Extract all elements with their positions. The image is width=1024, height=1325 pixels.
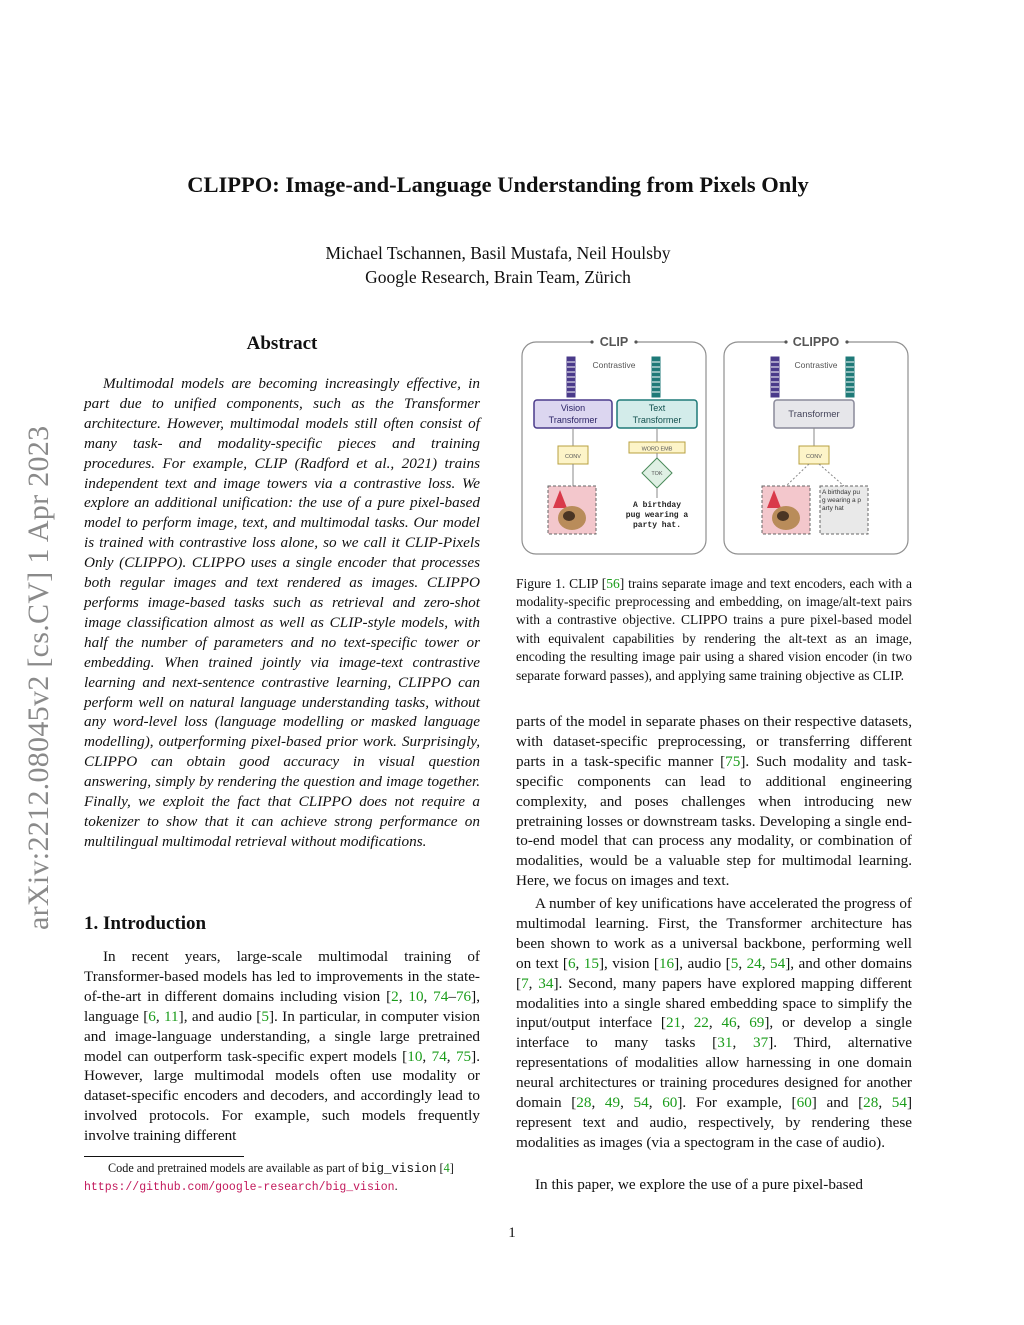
dot-icon [784, 340, 787, 343]
text-transformer-label: Text [648, 403, 666, 413]
alt-text-line: party hat. [632, 521, 682, 530]
citation-link[interactable]: 46 [721, 1014, 737, 1032]
citation-link[interactable]: 16 [658, 954, 675, 972]
citation-link[interactable]: 7 [521, 974, 529, 992]
right-paragraph-3: In this paper, we explore the use of a pure pixel-based [535, 1176, 863, 1193]
alt-text-line: A birthday [632, 501, 682, 510]
clippo-conv-label: CONV [806, 454, 822, 460]
dot-icon [845, 340, 848, 343]
rendered-text-line: g wearing a p [822, 497, 862, 504]
clip-label: CLIP [599, 335, 629, 349]
footnote-repo-name: big_vision [361, 1162, 437, 1176]
citation-link[interactable]: 5 [730, 954, 739, 972]
figure-1-caption: Figure 1. CLIP [56] trains separate image and text encoders, each with a modality-specific preprocessing and embedding, on image/alt-text pairs with a contrastive objective. CLIPPO trains a pure pixel-based model with equivalent capabilities by rendering the alt-text as an image, encoding the resulting image pair using a shared vision encoder (in two separate forward passes), and applying same training objective as CLIP. [516, 575, 912, 683]
paper-title: CLIPPO: Image-and-Language Understanding from Pixels Only [187, 172, 809, 197]
clippo-label: CLIPPO [792, 335, 840, 349]
citation-link[interactable]: 49 [604, 1094, 621, 1112]
citation-link[interactable]: 60 [662, 1094, 678, 1112]
citation-link[interactable]: 5 [261, 1007, 269, 1025]
citation-link[interactable]: 15 [583, 954, 599, 972]
citation-link[interactable]: 28 [576, 1094, 592, 1112]
footnote-url-link[interactable]: https://github.com/google-research/big_vision [84, 1181, 395, 1194]
clippo-image-embedding-icon [771, 357, 779, 397]
citation-link[interactable]: 6 [567, 954, 576, 972]
dot-icon [590, 340, 593, 343]
citation-link[interactable]: 74 [431, 1047, 447, 1065]
word-emb-label: WORD EMB [641, 446, 673, 453]
citation-link[interactable]: 75 [725, 752, 741, 770]
clip-conv-label: CONV [565, 454, 581, 460]
citation-link[interactable]: 34 [538, 974, 554, 992]
intro-paragraph-1: In recent years, large-scale multimodal training of Transformer-based models has led to improvements in the state-of-the-art in different domains including vision [2, 10, 74–76], language [6, 11], and audio [5]. In particular, in computer vision and image-language understanding, a single large pretrained model can outperform task-specific expert models [10, 74, 75]. However, large multimodal models often use modality or dataset-specific encoders and decoders, and accordingly lead to involved protocols. For example, such models frequently involve training different [84, 948, 480, 1145]
citation-link[interactable]: 10 [408, 987, 424, 1005]
citation-link[interactable]: 2 [391, 987, 399, 1005]
footnote: Code and pretrained models are available as part of big_vision [4] https://github.com/google-research/big_vision. [84, 1161, 454, 1194]
citation-link[interactable]: 54 [891, 1094, 907, 1112]
clippo-contrastive-label: Contrastive [794, 360, 838, 370]
citation-link[interactable]: 4 [443, 1161, 450, 1175]
footnote-text: Code and pretrained models are available as part of [108, 1161, 362, 1175]
abstract-heading: Abstract [246, 333, 318, 354]
tokenizer-label: TOK [651, 471, 663, 477]
rendered-text-line: arty hat [822, 505, 844, 512]
right-paragraph-2: A number of key unifications have accelerated the progress of multimodal learning. First, the Transformer architecture has been shown to work as a universal backbone, performing well on text [6, 15], vision [16], audio [5, 24, 54], and other domains [7, 34]. Second, many papers have explored mapping different modalities into a single shared embedding space to simplify the input/output interface [21, 22, 46, 69], or develop a single interface to many tasks [31, 37]. Third, alternative representations of modalities allow harnessing in one domain neural architectures or training procedures designed for another domain [28, 49, 54, 60]. For example, [60] and [28, 54] represent text and audio, respectively, by rendering these modalities as images (via a spectogram in the case of audio). [516, 895, 913, 1151]
citation-link[interactable]: 76 [455, 987, 472, 1005]
citation-link[interactable]: 10 [407, 1047, 423, 1065]
clippo-text-embedding-icon [846, 357, 854, 397]
citation-link[interactable]: 37 [753, 1034, 769, 1052]
dot-icon [634, 340, 637, 343]
page-number: 1 [508, 1225, 516, 1241]
citation-link[interactable]: 54 [633, 1094, 649, 1112]
citation-link[interactable]: 22 [693, 1014, 709, 1032]
pug-image-icon [548, 486, 596, 534]
clip-text-embedding-icon [652, 357, 660, 397]
arrow-line [786, 464, 809, 486]
rendered-text-line: A birthday pu [822, 489, 860, 496]
pug-image-icon [762, 486, 810, 534]
arxiv-identifier: arXiv:2212.08045v2 [cs.CV] 1 Apr 2023 [22, 425, 55, 930]
section-heading-introduction: 1. Introduction [84, 913, 207, 934]
citation-link[interactable]: 69 [749, 1014, 765, 1032]
vision-transformer-label: Vision [560, 403, 586, 413]
clip-contrastive-label: Contrastive [592, 360, 636, 370]
text-transformer-label: Transformer [632, 415, 682, 425]
shared-transformer-label: Transformer [788, 409, 840, 420]
author-affiliation: Google Research, Brain Team, Zürich [365, 267, 631, 287]
citation-link[interactable]: 60 [796, 1094, 812, 1112]
citation-link[interactable]: 21 [665, 1014, 682, 1032]
citation-link[interactable]: 11 [164, 1007, 179, 1025]
citation-link[interactable]: 56 [606, 575, 620, 591]
abstract-text: Multimodal models are becoming increasingly effective, in part due to unified components, such as the Transformer architecture. However, multimodal models still often consist of many task- and modality-specific pieces and training procedures. For example, CLIP (Radford et al., 2021) trains independent text and image towers via a contrastive loss. We explore an additional unification: the use of a pure pixel-based model to perform image, text, and multimodal tasks. Our model is trained with contrastive loss alone, so we call it CLIP-Pixels Only (CLIPPO). CLIPPO uses a single encoder that processes both regular images and text rendered as images. CLIPPO performs image-based tasks such as retrieval and zero-shot image classification almost as well as CLIP-style models, with half the number of parameters and no text-specific tower or embedding. When trained jointly via image-text contrastive learning and next-sentence contrastive learning, CLIPPO can perform well on natural language understanding tasks, without any word-level loss (language modelling or masked language modelling), outperforming pixel-based prior work. Surprisingly, CLIPPO can obtain good accuracy in visual question answering, simply by rendering the question and image together. Finally, we exploit the fact that CLIPPO does not require a tokenizer to show that it can achieve strong performance on multilingual multimodal retrieval without modifications. [84, 375, 480, 850]
citation-link[interactable]: 24 [746, 954, 762, 972]
citation-link[interactable]: 75 [455, 1047, 472, 1065]
author-names: Michael Tschannen, Basil Mustafa, Neil Houlsby [325, 243, 671, 263]
right-paragraph-1: parts of the model in separate phases on their respective datasets, with dataset-specific preprocessing, or transferring different parts in a task-specific manner [75]. Such modality and task-specific components can lead to additional engineering complexity, and poses challenges when introducing new pretraining losses or downstream tasks. Developing a single end-to-end model that can process any modality, or combination of modalities, would be a valuable step for multimodal learning. Here, we focus on images and text. [516, 713, 912, 890]
arrow-line [819, 464, 844, 486]
citation-link[interactable]: 6 [148, 1007, 156, 1025]
vision-transformer-label: Transformer [548, 415, 598, 425]
citation-link[interactable]: 74 [433, 987, 449, 1005]
citation-link[interactable]: 54 [770, 954, 786, 972]
citation-link[interactable]: 28 [863, 1094, 879, 1112]
alt-text-line: pug wearing a [625, 511, 689, 520]
author-block [100, 241, 896, 289]
citation-link[interactable]: 31 [717, 1034, 733, 1052]
clip-image-embedding-icon [567, 357, 575, 397]
figure-1-diagram [520, 332, 912, 557]
footnote-rule [84, 1156, 244, 1157]
